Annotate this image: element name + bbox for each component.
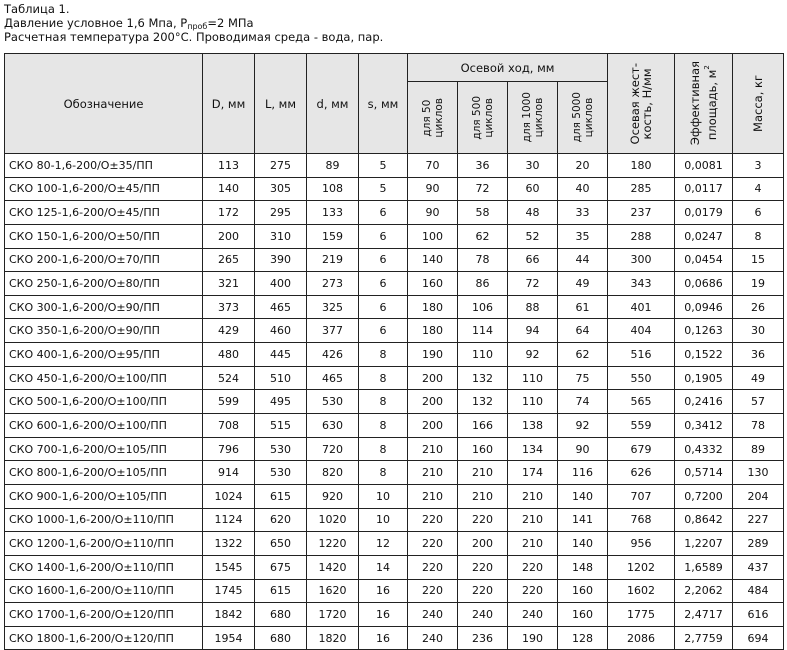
table-cell: 626 [608,461,675,485]
cell-designation: СКО 800-1,6-200/О±105/ПП [5,461,203,485]
table-row [5,177,784,201]
table-cell: 6 [359,272,408,296]
table-cell: 210 [508,484,558,508]
table-cell: 108 [307,177,359,201]
table-cell: 550 [608,366,675,390]
table-cell: 6 [359,295,408,319]
caption-title: Таблица 1. [4,2,70,16]
table-cell: 8 [359,390,408,414]
table-cell: 5 [359,154,408,178]
table-cell: 615 [255,484,307,508]
table-cell: 132 [458,366,508,390]
table-cell: 240 [408,626,458,650]
table-cell: 70 [408,154,458,178]
table-cell: 679 [608,437,675,461]
table-cell: 140 [558,532,608,556]
table-cell: 1954 [203,626,255,650]
table-cell: 49 [558,272,608,296]
col-cycles-500: для 500 циклов [458,82,508,154]
table-cell: 219 [307,248,359,272]
table-cell: 88 [508,295,558,319]
cell-designation: СКО 100-1,6-200/О±45/ПП [5,177,203,201]
table-cell: 240 [408,603,458,627]
table-cell: 0,0946 [675,295,733,319]
cell-designation: СКО 1700-1,6-200/О±120/ПП [5,603,203,627]
table-cell: 516 [608,343,675,367]
table-cell: 0,0117 [675,177,733,201]
table-cell: 0,0179 [675,201,733,225]
table-cell: 200 [408,390,458,414]
table-cell: 620 [255,508,307,532]
table-cell: 12 [359,532,408,556]
table-cell: 89 [307,154,359,178]
table-cell: 377 [307,319,359,343]
col-L: L, мм [255,54,307,154]
table-cell: 295 [255,201,307,225]
table-cell: 343 [608,272,675,296]
table-cell: 210 [408,437,458,461]
table-cell: 465 [307,366,359,390]
cell-designation: СКО 200-1,6-200/О±70/ПП [5,248,203,272]
table-cell: 310 [255,224,307,248]
table-cell: 220 [408,508,458,532]
cell-designation: СКО 1000-1,6-200/О±110/ПП [5,508,203,532]
table-row [5,295,784,319]
table-cell: 75 [558,366,608,390]
table-cell: 14 [359,555,408,579]
table-cell: 650 [255,532,307,556]
table-cell: 128 [558,626,608,650]
cell-designation: СКО 500-1,6-200/О±100/ПП [5,390,203,414]
table-cell: 72 [508,272,558,296]
col-stiffness: Осевая жест- кость, Н/мм [608,54,675,154]
table-cell: 300 [608,248,675,272]
col-s: s, мм [359,54,408,154]
table-cell: 524 [203,366,255,390]
table-row [5,272,784,296]
table-body [5,154,784,650]
table-cell: 60 [508,177,558,201]
table-cell: 35 [558,224,608,248]
col-designation: Обозначение [5,54,203,154]
table-cell: 720 [307,437,359,461]
table-cell: 62 [558,343,608,367]
cell-designation: СКО 1600-1,6-200/О±110/ПП [5,579,203,603]
table-cell: 74 [558,390,608,414]
table-cell: 94 [508,319,558,343]
table-cell: 15 [733,248,784,272]
table-cell: 0,4332 [675,437,733,461]
col-D: D, мм [203,54,255,154]
col-cycles-1000: для 1000 циклов [508,82,558,154]
cell-designation: СКО 1800-1,6-200/О±120/ПП [5,626,203,650]
table-cell: 220 [408,532,458,556]
table-cell: 530 [255,461,307,485]
table-row [5,366,784,390]
table-cell: 237 [608,201,675,225]
table-cell: 180 [408,295,458,319]
table-cell: 6 [359,248,408,272]
table-cell: 66 [508,248,558,272]
table-cell: 0,1263 [675,319,733,343]
table-cell: 58 [458,201,508,225]
table-cell: 8 [359,414,408,438]
table-cell: 16 [359,603,408,627]
table-cell: 36 [458,154,508,178]
table-cell: 2,4717 [675,603,733,627]
table-cell: 0,0454 [675,248,733,272]
table-cell: 437 [733,555,784,579]
table-cell: 401 [608,295,675,319]
table-cell: 200 [408,366,458,390]
table-cell: 265 [203,248,255,272]
table-cell: 390 [255,248,307,272]
table-cell: 510 [255,366,307,390]
table-cell: 1775 [608,603,675,627]
table-cell: 530 [255,437,307,461]
table-cell: 106 [458,295,508,319]
table-cell: 305 [255,177,307,201]
table-row [5,532,784,556]
table-cell: 675 [255,555,307,579]
table-cell: 8 [359,437,408,461]
table-cell: 599 [203,390,255,414]
table-cell: 110 [508,366,558,390]
table-cell: 220 [458,555,508,579]
table-cell: 321 [203,272,255,296]
cell-designation: СКО 400-1,6-200/О±95/ПП [5,343,203,367]
table-cell: 680 [255,626,307,650]
table-cell: 1720 [307,603,359,627]
table-cell: 565 [608,390,675,414]
table-row [5,437,784,461]
table-row [5,319,784,343]
table-cell: 160 [458,437,508,461]
table-cell: 630 [307,414,359,438]
table-cell: 33 [558,201,608,225]
table-cell: 914 [203,461,255,485]
table-cell: 36 [733,343,784,367]
table-cell: 1202 [608,555,675,579]
table-cell: 0,0081 [675,154,733,178]
cell-designation: СКО 700-1,6-200/О±105/ПП [5,437,203,461]
table-cell: 325 [307,295,359,319]
table-cell: 133 [307,201,359,225]
table-cell: 8 [359,343,408,367]
table-cell: 0,3412 [675,414,733,438]
table-cell: 0,5714 [675,461,733,485]
table-cell: 86 [458,272,508,296]
table-cell: 0,2416 [675,390,733,414]
table-cell: 116 [558,461,608,485]
table-row [5,579,784,603]
table-cell: 220 [408,555,458,579]
table-cell: 204 [733,484,784,508]
table-cell: 200 [458,532,508,556]
table-row [5,555,784,579]
col-axial-travel: Осевой ход, мм [408,54,608,82]
table-cell: 400 [255,272,307,296]
table-cell: 1024 [203,484,255,508]
table-cell: 20 [558,154,608,178]
table-row [5,343,784,367]
table-row [5,224,784,248]
table-cell: 559 [608,414,675,438]
table-cell: 49 [733,366,784,390]
table-cell: 159 [307,224,359,248]
col-d: d, мм [307,54,359,154]
table-cell: 10 [359,508,408,532]
caption-temperature: Расчетная температура 200°С. Проводимая среда - вода, пар. [4,30,384,44]
table-cell: 140 [558,484,608,508]
table-cell: 30 [733,319,784,343]
table-cell: 8 [733,224,784,248]
caption-pressure: Давление условное 1,6 Мпа, $P_{проб}=2$ МПа [4,16,254,31]
table-cell: 429 [203,319,255,343]
table-cell: 1420 [307,555,359,579]
table-cell: 1020 [307,508,359,532]
table-cell: 200 [408,414,458,438]
table-cell: 174 [508,461,558,485]
table-caption [4,2,383,44]
table-cell: 0,0247 [675,224,733,248]
table-cell: 180 [608,154,675,178]
table-cell: 16 [359,579,408,603]
table-row [5,626,784,650]
table-cell: 373 [203,295,255,319]
table-cell: 240 [458,603,508,627]
table-cell: 134 [508,437,558,461]
table-cell: 100 [408,224,458,248]
table-cell: 160 [408,272,458,296]
table-cell: 0,1905 [675,366,733,390]
table-cell: 273 [307,272,359,296]
table-cell: 289 [733,532,784,556]
table-cell: 6 [733,201,784,225]
table-cell: 796 [203,437,255,461]
specs-table [4,53,784,650]
table-cell: 4 [733,177,784,201]
table-cell: 190 [508,626,558,650]
table-cell: 210 [408,484,458,508]
table-cell: 285 [608,177,675,201]
table-cell: 8 [359,461,408,485]
table-cell: 210 [508,532,558,556]
cell-designation: СКО 450-1,6-200/О±100/ПП [5,366,203,390]
table-cell: 0,0686 [675,272,733,296]
table-cell: 708 [203,414,255,438]
table-cell: 210 [408,461,458,485]
table-cell: 445 [255,343,307,367]
table-cell: 210 [508,508,558,532]
table-cell: 166 [458,414,508,438]
table-row [5,461,784,485]
table-cell: 89 [733,437,784,461]
table-cell: 190 [408,343,458,367]
table-cell: 0,8642 [675,508,733,532]
table-cell: 426 [307,343,359,367]
table-cell: 40 [558,177,608,201]
table-cell: 240 [508,603,558,627]
cell-designation: СКО 1200-1,6-200/О±110/ПП [5,532,203,556]
table-cell: 530 [307,390,359,414]
table-cell: 132 [458,390,508,414]
table-cell: 114 [458,319,508,343]
table-cell: 8 [359,366,408,390]
table-cell: 210 [458,484,508,508]
table-cell: 172 [203,201,255,225]
table-cell: 288 [608,224,675,248]
table-cell: 90 [408,201,458,225]
table-cell: 113 [203,154,255,178]
table-cell: 615 [255,579,307,603]
table-cell: 1322 [203,532,255,556]
col-mass: Масса, кг [733,54,784,154]
cell-designation: СКО 80-1,6-200/О±35/ПП [5,154,203,178]
table-cell: 61 [558,295,608,319]
table-cell: 480 [203,343,255,367]
table-cell: 148 [558,555,608,579]
table-cell: 460 [255,319,307,343]
table-cell: 140 [203,177,255,201]
table-cell: 72 [458,177,508,201]
table-cell: 6 [359,201,408,225]
table-cell: 220 [408,579,458,603]
table-cell: 6 [359,224,408,248]
table-cell: 90 [408,177,458,201]
table-cell: 62 [458,224,508,248]
table-cell: 138 [508,414,558,438]
cell-designation: СКО 125-1,6-200/О±45/ПП [5,201,203,225]
table-cell: 92 [508,343,558,367]
col-cycles-5000: для 5000 циклов [558,82,608,154]
table-cell: 1745 [203,579,255,603]
table-row [5,414,784,438]
cell-designation: СКО 300-1,6-200/О±90/ПП [5,295,203,319]
col-cycles-50: для 50 циклов [408,82,458,154]
table-cell: 130 [733,461,784,485]
table-cell: 160 [558,603,608,627]
table-cell: 694 [733,626,784,650]
cell-designation: СКО 900-1,6-200/О±105/ПП [5,484,203,508]
table-cell: 680 [255,603,307,627]
table-cell: 52 [508,224,558,248]
table-cell: 6 [359,319,408,343]
table-cell: 220 [508,579,558,603]
cell-designation: СКО 150-1,6-200/О±50/ПП [5,224,203,248]
table-cell: 515 [255,414,307,438]
table-cell: 180 [408,319,458,343]
table-cell: 956 [608,532,675,556]
table-cell: 2,2062 [675,579,733,603]
cell-designation: СКО 600-1,6-200/О±100/ПП [5,414,203,438]
table-row [5,484,784,508]
table-cell: 1124 [203,508,255,532]
table-cell: 10 [359,484,408,508]
table-cell: 200 [203,224,255,248]
table-cell: 1,6589 [675,555,733,579]
table-row [5,154,784,178]
table-cell: 616 [733,603,784,627]
table-cell: 768 [608,508,675,532]
cell-designation: СКО 1400-1,6-200/О±110/ПП [5,555,203,579]
table-cell: 220 [458,508,508,532]
table-cell: 484 [733,579,784,603]
table-cell: 92 [558,414,608,438]
table-cell: 141 [558,508,608,532]
table-cell: 1,2207 [675,532,733,556]
table-cell: 44 [558,248,608,272]
table-cell: 26 [733,295,784,319]
table-cell: 707 [608,484,675,508]
table-cell: 78 [458,248,508,272]
table-cell: 1842 [203,603,255,627]
table-cell: 920 [307,484,359,508]
cell-designation: СКО 250-1,6-200/О±80/ПП [5,272,203,296]
table-cell: 1220 [307,532,359,556]
table-row [5,390,784,414]
table-cell: 48 [508,201,558,225]
table-cell: 227 [733,508,784,532]
table-row [5,603,784,627]
table-cell: 1820 [307,626,359,650]
table-cell: 30 [508,154,558,178]
table-cell: 465 [255,295,307,319]
table-cell: 57 [733,390,784,414]
table-cell: 820 [307,461,359,485]
table-cell: 0,7200 [675,484,733,508]
table-cell: 110 [508,390,558,414]
table-cell: 140 [408,248,458,272]
table-cell: 2,7759 [675,626,733,650]
table-cell: 64 [558,319,608,343]
table-cell: 210 [458,461,508,485]
table-cell: 404 [608,319,675,343]
cell-designation: СКО 350-1,6-200/О±90/ПП [5,319,203,343]
table-cell: 90 [558,437,608,461]
table-cell: 0,1522 [675,343,733,367]
col-effective-area: Эффективная площадь, $м^2$ [675,54,733,154]
table-cell: 220 [508,555,558,579]
table-cell: 78 [733,414,784,438]
table-cell: 1545 [203,555,255,579]
table-cell: 495 [255,390,307,414]
table-cell: 2086 [608,626,675,650]
table-cell: 110 [458,343,508,367]
table-cell: 1602 [608,579,675,603]
table-cell: 19 [733,272,784,296]
table-row [5,248,784,272]
table-cell: 5 [359,177,408,201]
table-row [5,508,784,532]
table-cell: 16 [359,626,408,650]
table-cell: 1620 [307,579,359,603]
table-cell: 275 [255,154,307,178]
table-row [5,201,784,225]
table-cell: 160 [558,579,608,603]
table-cell: 3 [733,154,784,178]
table-cell: 220 [458,579,508,603]
table-cell: 236 [458,626,508,650]
